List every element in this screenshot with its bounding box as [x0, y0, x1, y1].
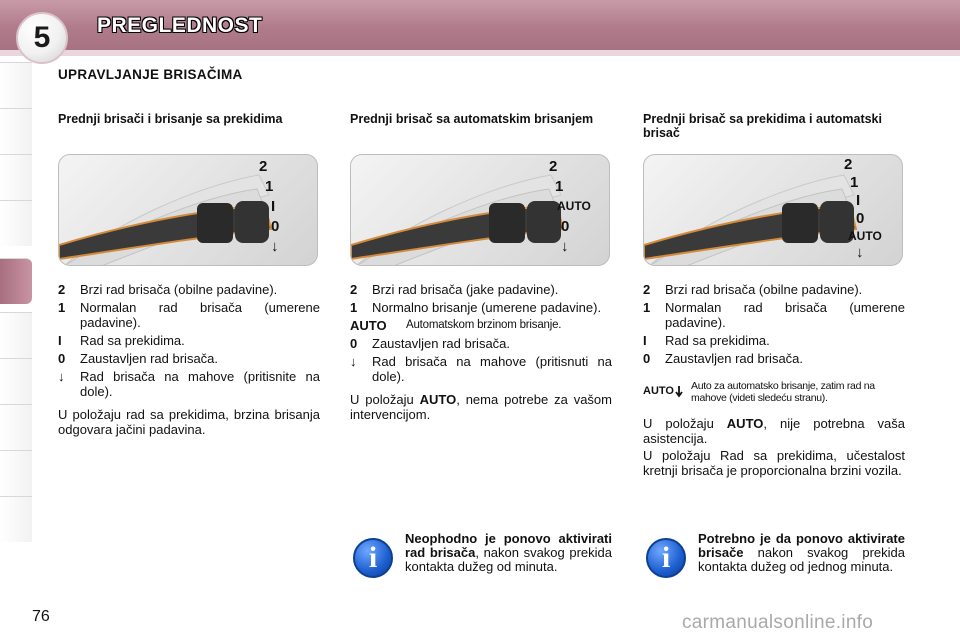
list-item: ↓ Rad brisača na mahove (pritisnite na dole).	[58, 369, 320, 399]
position-label: 2	[549, 158, 558, 175]
chapter-tab-rail	[0, 62, 34, 574]
list-item: 1 Normalan rad brisača (umerene padavine).	[58, 300, 320, 330]
wiper-stalk-illustration	[350, 154, 610, 266]
info-icon: i	[353, 538, 393, 578]
position-label: I	[271, 198, 276, 215]
auto-badge: AUTO	[643, 384, 691, 399]
arrow-down-icon: ↓	[856, 244, 864, 261]
wiper-stalk-illustration	[643, 154, 903, 266]
list-item: I Rad sa prekidima.	[643, 333, 770, 348]
position-label: 2	[844, 156, 853, 173]
column-heading: Prednji brisač sa automatskim brisanjem	[350, 112, 594, 126]
list-item: AUTO Automatskom brzinom brisanje.	[350, 318, 562, 333]
page-number: 76	[32, 608, 50, 625]
list-item: 2 Brzi rad brisača (jake padavine).	[350, 282, 559, 297]
column-heading: Prednji brisači i brisanje sa prekidima	[58, 112, 283, 126]
chapter-tab-5-active[interactable]	[0, 258, 32, 304]
auto-note: AUTO Auto za automatsko brisanje, zatim rad na mahove (videti sledeću stranu).	[643, 380, 875, 404]
chapter-tab-9[interactable]	[0, 450, 32, 496]
watermark: carmanualsonline.info	[682, 612, 874, 633]
column-automatic-wiper	[350, 112, 612, 422]
paragraph: U položaju Rad sa prekidima, učestalost kretnji brisača je proporcionalna brzini vozila.	[643, 448, 905, 478]
column-intermittent-and-automatic-wiper	[643, 112, 905, 478]
info-box: i Neophodno je ponovo aktivirati rad brisača, nakon svakog prekida kontakta dužeg od minuta.	[350, 532, 612, 592]
column-intermittent-wiper	[58, 112, 320, 437]
list-item: 1 Normalan rad brisača (umerene padavine).	[643, 300, 905, 330]
chapter-tab-3[interactable]	[0, 154, 32, 200]
chapter-title: PREGLEDNOST	[97, 14, 263, 37]
list-item: 0 Zaustavljen rad brisača.	[58, 351, 219, 366]
arrow-down-icon: ↓	[271, 238, 279, 255]
list-item: 2 Brzi rad brisača (obilne padavine).	[643, 282, 863, 297]
arrow-down-icon	[675, 386, 683, 398]
position-label: 0	[271, 218, 280, 235]
chapter-tab-6[interactable]	[0, 312, 32, 358]
wiper-stalk-illustration	[58, 154, 318, 266]
header-strip	[0, 50, 960, 56]
list-item: 1 Normalno brisanje (umerene padavine).	[350, 300, 602, 315]
arrow-down-icon: ↓	[58, 369, 65, 384]
position-label: 2	[259, 158, 268, 175]
info-box: i Potrebno je da ponovo aktivirate brisače nakon svakog prekida kontakta dužeg od jednog minuta.	[643, 532, 905, 592]
list-item: I Rad sa prekidima.	[58, 333, 185, 348]
chapter-tab-4[interactable]	[0, 200, 32, 246]
paragraph: U položaju AUTO, nema potrebe za vašom intervencijom.	[350, 392, 612, 422]
list-item: 0 Zaustavljen rad brisača.	[643, 351, 804, 366]
list-item: 2 Brzi rad brisača (obilne padavine).	[58, 282, 278, 297]
position-label: 1	[265, 178, 274, 195]
chapter-tab-7[interactable]	[0, 358, 32, 404]
list-item: 0 Zaustavljen rad brisača.	[350, 336, 511, 351]
chapter-tab-8[interactable]	[0, 404, 32, 450]
chapter-tab-1[interactable]	[0, 62, 32, 108]
position-label: AUTO	[557, 199, 591, 213]
info-icon: i	[646, 538, 686, 578]
position-label: 1	[850, 174, 859, 191]
chapter-tab-2[interactable]	[0, 108, 32, 154]
chapter-number-badge: 5	[16, 12, 68, 64]
arrow-down-icon: ↓	[350, 354, 357, 369]
paragraph: U položaju AUTO, nije potrebna vaša asistencija.	[643, 416, 905, 446]
position-label: 1	[555, 178, 564, 195]
arrow-down-icon: ↓	[561, 238, 569, 255]
paragraph: U položaju rad sa prekidima, brzina brisanja odgovara jačini padavina.	[58, 407, 320, 437]
position-label: 0	[561, 218, 570, 235]
position-label: I	[856, 192, 861, 209]
chapter-tab-10[interactable]	[0, 496, 32, 542]
list-item: ↓ Rad brisača na mahove (pritisnuti na dole).	[350, 354, 612, 384]
position-label: 0	[856, 210, 865, 227]
position-label: AUTO	[848, 229, 882, 243]
section-title: UPRAVLJANJE BRISAČIMA	[58, 67, 243, 82]
column-heading: Prednji brisač sa prekidima i automatski brisač	[643, 112, 882, 140]
